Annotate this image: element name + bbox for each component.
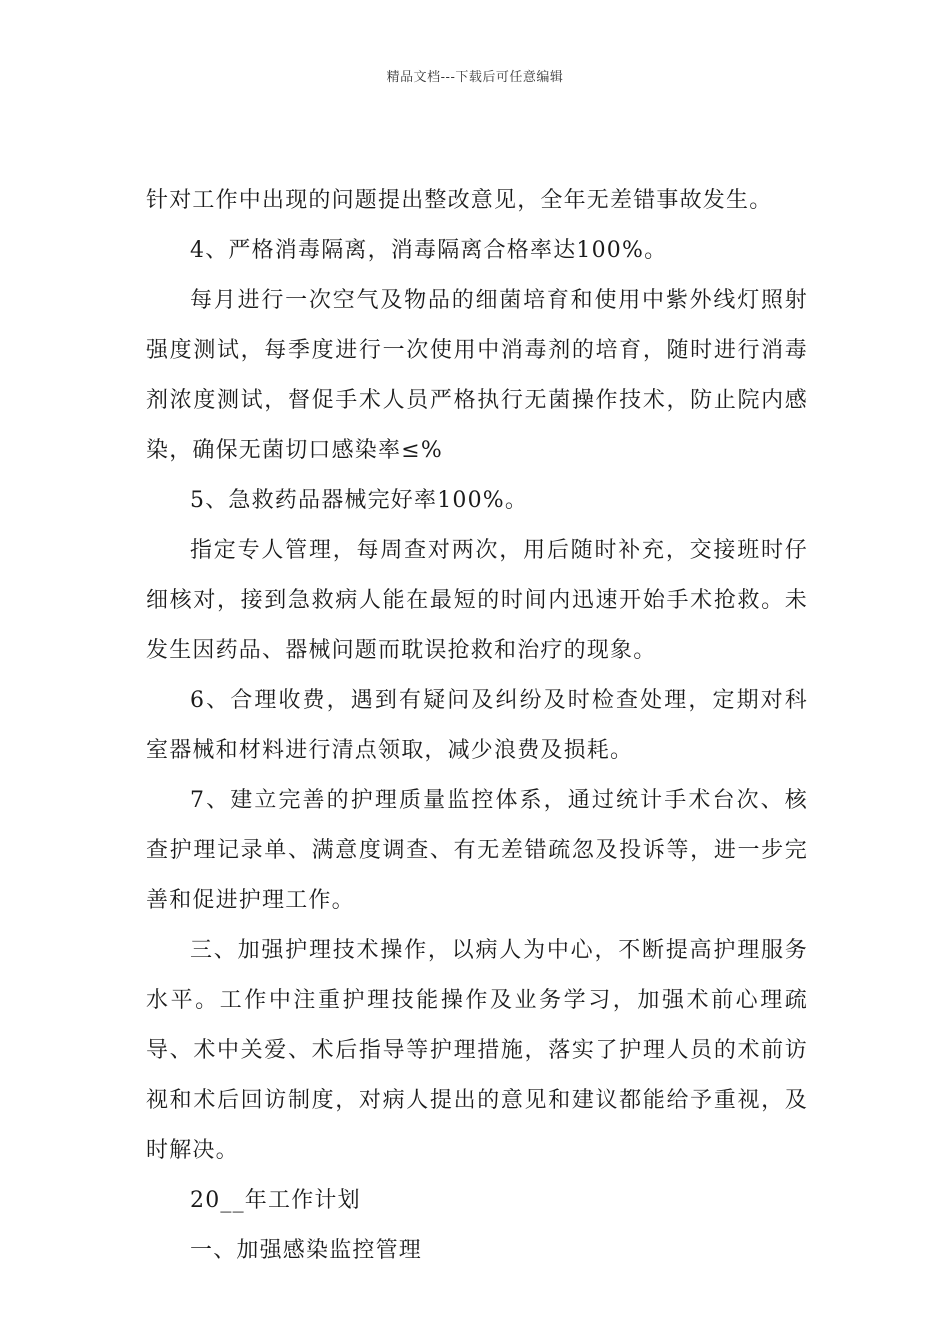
paragraph-section-3: 三、加强护理技术操作，以病人为中心，不断提高护理服务水平。工作中注重护理技能操作及业务学习，加强术前心理疏导、术中关爱、术后指导等护理措施，落实了护理人员的术前访视和术后回访制度，对病人提出的意见和建议都能给予重视，及时解决。 (146, 938, 808, 1163)
paragraph-item-4: 4、严格消毒隔离，消毒隔离合格率达100%。 (190, 238, 668, 263)
page-header: 精品文档---下载后可任意编辑 (386, 70, 564, 85)
paragraph-emergency-detail: 指定专人管理，每周查对两次，用后随时补充，交接班时仔细核对，接到急救病人能在最短的时间内迅速开始手术抢救。未发生因药品、器械问题而耽误抢救和治疗的现象。 (146, 538, 808, 663)
document-body (146, 176, 808, 1276)
plan-heading: 20__年工作计划 (190, 1188, 361, 1213)
plan-section-1-heading: 一、加强感染监控管理 (190, 1238, 423, 1263)
paragraph-item-5: 5、急救药品器械完好率100%。 (190, 488, 529, 513)
paragraph-item-6: 6、合理收费，遇到有疑问及纠纷及时检查处理，定期对科室器械和材料进行清点领取，减少浪费及损耗。 (146, 688, 808, 763)
paragraph-continuation: 针对工作中出现的问题提出整改意见，全年无差错事故发生。 (146, 188, 773, 213)
paragraph-item-7: 7、建立完善的护理质量监控体系，通过统计手术台次、核查护理记录单、满意度调查、有无差错疏忽及投诉等，进一步完善和促进护理工作。 (146, 788, 808, 913)
paragraph-disinfection-detail: 每月进行一次空气及物品的细菌培育和使用中紫外线灯照射强度测试，每季度进行一次使用中消毒剂的培育，随时进行消毒剂浓度测试，督促手术人员严格执行无菌操作技术，防止院内感染，确保无菌切口感染率≤% (146, 288, 808, 463)
